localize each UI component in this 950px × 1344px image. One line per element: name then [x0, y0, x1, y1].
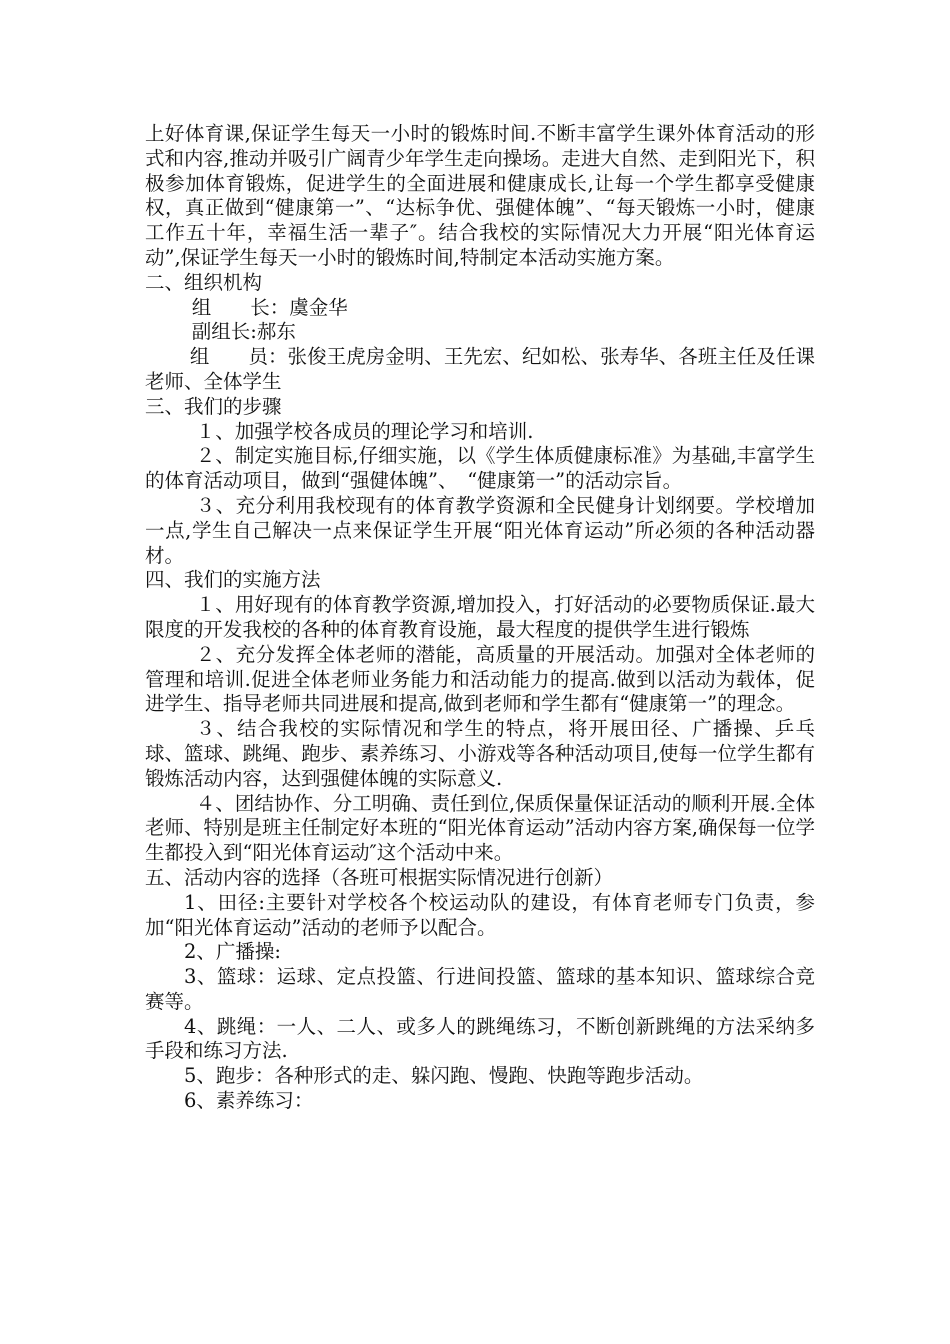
steps-item-2: ２、制定实施目标,仔细实施，以《学生体质健康标准》为基础,丰富学生的体育活动项目，做到“强健体魄”、 “健康第一”的活动宗旨。 [145, 444, 815, 493]
activity-item-4: 4、跳绳：一人、二人、或多人的跳绳练习，不断创新跳绳的方法采纳多手段和练习方法. [145, 1014, 815, 1063]
activity-item-1: 1、田径:主要针对学校各个校运动队的建设，有体育老师专门负责，参加“阳光体育运动”活动的老师予以配合。 [145, 890, 815, 939]
activity-item-5: 5、跑步：各种形式的走、躲闪跑、慢跑、快跑等跑步活动。 [184, 1064, 704, 1088]
intro-paragraph: 上好体育课,保证学生每天一小时的锻炼时间.不断丰富学生课外体育活动的形式和内容,推动并吸引广阔青少年学生走向操场。走进大自然、走到阳光下，积极参加体育锻炼，促进学生的全面进展和健康成长,让每一个学生都享受健康权，真正做到“健康第一”、“达标争优、强健体魄”、“每天锻炼一小时，健康工作五十年，幸福生活一辈子″。结合我校的实际情况大力开展“阳光体育运动”,保证学生每天一小时的锻炼时间,特制定本活动实施方案。 [145, 122, 815, 269]
methods-item-1: １、用好现有的体育教学资源,增加投入，打好活动的必要物质保证.最大限度的开发我校的各种的体育教育设施，最大程度的提供学生进行锻炼 [145, 593, 815, 641]
methods-item-2: ２、充分发挥全体老师的潜能，高质量的开展活动。加强对全体老师的管理和培训.促进全体老师业务能力和活动能力的提高.做到以活动为载体，促进学生、指导老师共同进展和提高,做到老师和学生都有“健康第一”的理念。 [145, 642, 815, 716]
activity-item-6: 6、素养练习： [184, 1089, 314, 1113]
section-heading-steps: 三、我们的步骤 [145, 394, 282, 418]
section-heading-activities: 五、活动内容的选择（各班可根据实际情况进行创新） [145, 865, 614, 889]
deputy-leader-line: 副组长:郝东 [191, 320, 296, 344]
section-heading-organization: 二、组织机构 [145, 270, 263, 294]
activity-item-2: 2、广播操: [184, 940, 281, 964]
methods-item-4: ４、团结协作、分工明确、责任到位,保质保量保证活动的顺利开展.全体老师、特别是班主任制定好本班的“阳光体育运动”活动内容方案,确保每一位学生都投入到“阳光体育运动″这个活动中来。 [145, 791, 815, 865]
members-line: 组 员：张俊王虎房金明、王先宏、纪如松、张寿华、各班主任及任课老师、全体学生 [145, 345, 815, 393]
activity-item-3: 3、篮球：运球、定点投篮、行进间投篮、篮球的基本知识、篮球综合竞赛等。 [145, 965, 815, 1013]
steps-item-1: １、加强学校各成员的理论学习和培训. [195, 419, 534, 443]
steps-item-3: ３、充分利用我校现有的体育教学资源和全民健身计划纲要。学校增加一点,学生自己解决一点来保证学生开展“阳光体育运动”所必须的各种活动器材。 [145, 493, 815, 567]
methods-item-3: ３、结合我校的实际情况和学生的特点，将开展田径、广播操、乒乓球、篮球、跳绳、跑步、素养练习、小游戏等各种活动项目,使每一位学生都有锻炼活动内容，达到强健体魄的实际意义. [145, 717, 815, 790]
leader-line: 组 长：虞金华 [191, 295, 348, 319]
section-heading-methods: 四、我们的实施方法 [145, 568, 321, 592]
document-body [145, 122, 815, 1114]
